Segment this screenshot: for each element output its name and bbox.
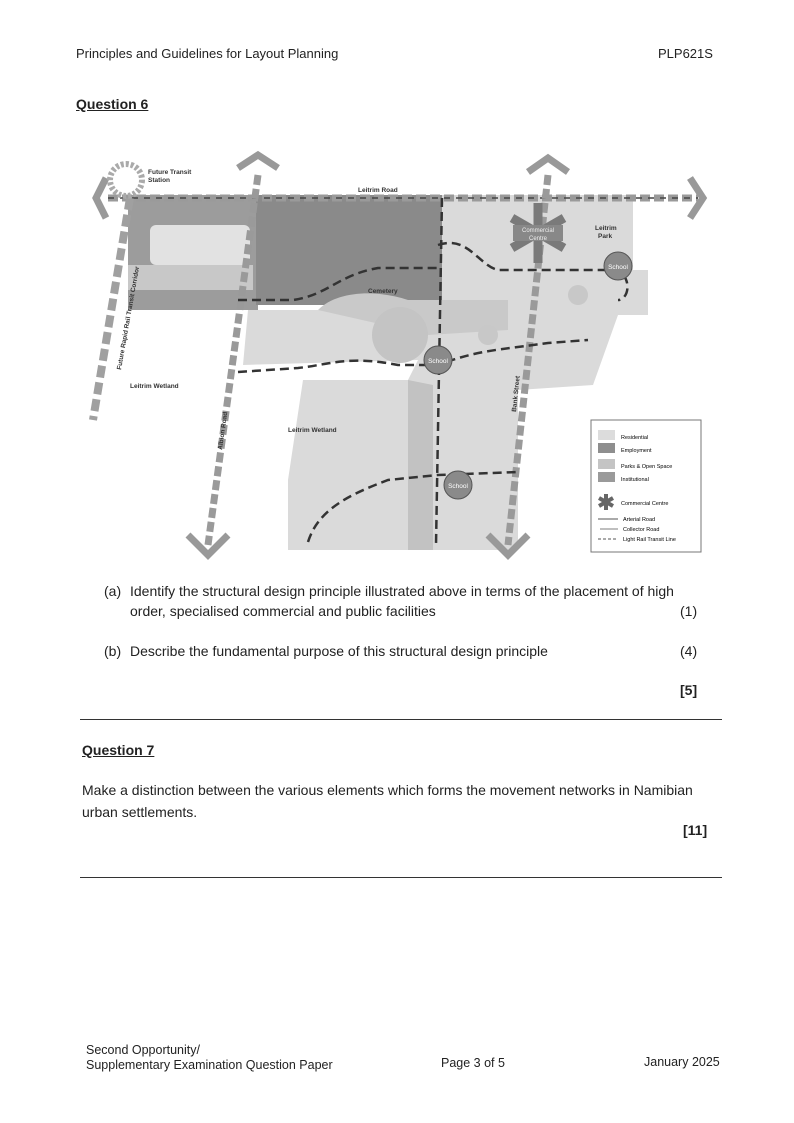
- bank-street-label: Bank Street: [511, 375, 522, 413]
- wetland-label: Leitrim Wetland: [130, 383, 179, 390]
- arrow-north-icon: [238, 155, 278, 168]
- footer-exam-type: Second Opportunity/: [86, 1043, 200, 1057]
- legend-swatch: [598, 472, 615, 482]
- legend-label: Institutional: [621, 477, 649, 483]
- legend-label: Arterial Road: [623, 517, 656, 523]
- rail-corridor-label: Future Rapid Rail Transit Corridor: [116, 265, 142, 371]
- course-code: PLP621S: [658, 46, 713, 61]
- wetland-label: Leitrim Wetland: [288, 427, 337, 434]
- park-circle: [568, 285, 588, 305]
- divider: [80, 719, 722, 720]
- footer-exam-type: Supplementary Examination Question Paper: [86, 1058, 333, 1072]
- question-6-total: [5]: [680, 682, 698, 698]
- legend-label: Light Rail Transit Line: [623, 537, 676, 543]
- part-a-text: order, specialised commercial and public facilities: [130, 603, 436, 619]
- part-a-marks: (1): [680, 603, 698, 619]
- layout-plan-map: [88, 150, 718, 570]
- question-7-text: urban settlements.: [82, 804, 198, 820]
- question-7-text: Make a distinction between the various elements which forms the movement networks in Namibian: [82, 782, 693, 798]
- transit-station-label: Future Transit: [148, 169, 192, 176]
- question-6-title: Question 6: [76, 96, 149, 112]
- legend-swatch: [598, 430, 615, 440]
- part-b-marks: (4): [680, 643, 698, 659]
- albion-road-label: Albion Road: [217, 411, 230, 451]
- legend-swatch: [598, 443, 615, 453]
- part-b-letter: (b): [104, 643, 122, 659]
- legend-label: Collector Road: [623, 527, 660, 533]
- transit-station-icon: [110, 164, 142, 196]
- divider: [80, 877, 722, 878]
- transit-station-label: Station: [148, 177, 171, 184]
- employment-area: [256, 195, 442, 305]
- course-title: Principles and Guidelines for Layout Planning: [76, 46, 339, 61]
- arrow-west-icon: [96, 178, 106, 218]
- school-label: School: [448, 483, 468, 490]
- legend-label: Employment: [621, 448, 652, 454]
- part-a-text: Identify the structural design principle illustrated above in terms of the placement of high: [130, 583, 674, 599]
- question-7-total: [11]: [683, 822, 708, 838]
- legend-label: Parks & Open Space: [621, 464, 673, 470]
- leitrim-road-label: Leitrim Road: [358, 187, 398, 194]
- residential-area-west: [150, 225, 250, 265]
- commercial-centre-label: Commercial: [521, 228, 555, 234]
- commercial-centre-label: Centre: [528, 236, 548, 242]
- legend-label: Commercial Centre: [621, 501, 669, 507]
- rail-transit-corridor: [93, 198, 130, 420]
- arrow-north-icon: [528, 158, 568, 172]
- part-b-text: Describe the fundamental purpose of this structural design principle: [130, 643, 548, 659]
- page-number: Page 3 of 5: [441, 1056, 505, 1070]
- exam-date: January 2025: [644, 1055, 720, 1069]
- legend-swatch: [598, 459, 615, 469]
- legend-label: Residential: [621, 435, 649, 441]
- school-label: School: [428, 358, 448, 365]
- park-circle: [478, 325, 498, 345]
- school-label: School: [608, 264, 628, 271]
- cemetery-label: Cemetery: [368, 288, 398, 295]
- part-a-letter: (a): [104, 583, 122, 599]
- map-legend: [591, 420, 701, 552]
- park-circle: [372, 307, 428, 363]
- leitrim-park-label: Leitrim: [595, 225, 617, 232]
- park-corridor: [408, 380, 433, 550]
- leitrim-park-label: Park: [598, 233, 613, 240]
- park-area-west: [128, 265, 253, 290]
- question-7-title: Question 7: [82, 742, 155, 758]
